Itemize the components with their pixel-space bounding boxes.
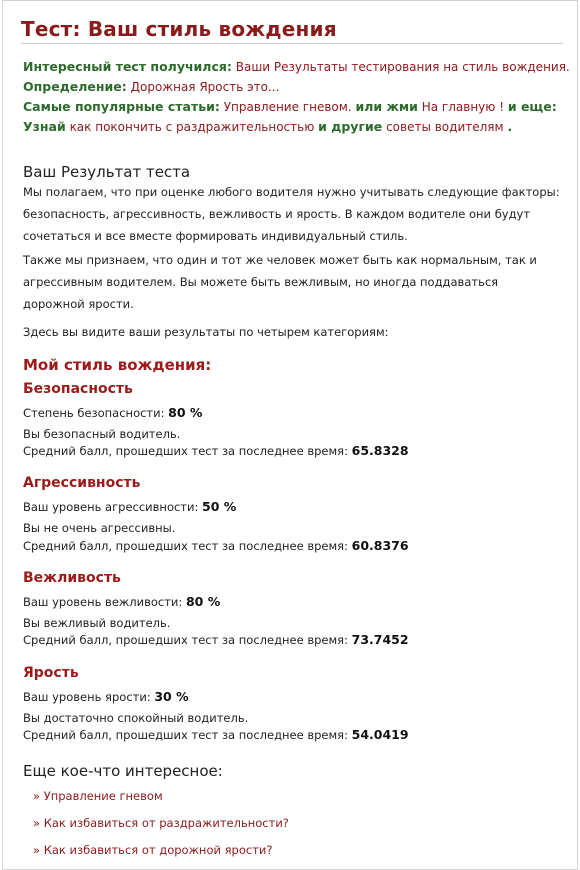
level-value: 50 % [202,499,237,514]
category-title: Безопасность [23,381,133,397]
level-label: Ваш уровень агрессивности: [23,500,199,514]
category-level [23,689,189,704]
intro-line-4 [23,117,570,137]
level-label: Ваш уровень ярости: [23,690,151,704]
average-label: Средний балл, прошедших тест за последнее время: [23,728,348,742]
category-verdict: Вы достаточно спокойный водитель. [23,711,249,725]
result-paragraph-1: Мы полагаем, что при оценке любого водителя нужно учитывать следующие факторы: безопасность, агрессивность, вежливость и ярость. В каждом водителе они будут сочетаться и все вместе формировать индивидуальный стиль. [23,185,560,243]
level-value: 30 % [154,689,189,704]
category-average [23,632,409,647]
category-title: Вежливость [23,570,121,586]
category-level [23,594,220,609]
result-paragraph-2: Также мы признаем, что один и тот же человек может быть как нормальным, так и агрессивным водителем. Вы можете быть вежливым, но иногда поддаваться дорожной ярости. [23,253,537,311]
category-verdict: Вы не очень агрессивны. [23,521,176,535]
page-title: Тест: Ваш стиль вождения [21,17,337,41]
average-label: Средний балл, прошедших тест за последнее время: [23,539,348,553]
level-label: Степень безопасности: [23,406,165,420]
style-heading: Мой стиль вождения: [23,356,212,374]
category-average [23,538,409,553]
category-title: Агрессивность [23,475,141,491]
or-click-text: или жми [355,99,418,114]
intro-label: Интересный тест получился: [23,59,232,74]
road-rage-link[interactable]: Дорожная Ярость это... [130,80,280,94]
results-link[interactable]: Ваши Результаты тестирования на стиль вождения. [235,60,570,74]
intro-line-2 [23,77,570,97]
page-frame [2,0,578,870]
average-value: 54.0419 [351,727,409,742]
level-value: 80 % [185,594,221,609]
more-link-road-rage[interactable]: » Как избавиться от дорожной ярости? [33,843,273,857]
category-verdict: Вы безопасный водитель. [23,427,181,441]
irritability-link[interactable]: как покончить с раздражительностью [69,120,315,134]
anger-management-link[interactable]: Управление гневом. [223,100,352,114]
level-label: Ваш уровень вежливости: [23,595,183,609]
average-label: Средний балл, прошедших тест за последнее время: [23,633,348,647]
category-level [23,405,202,420]
title-divider [21,43,563,44]
average-value: 60.8376 [351,538,409,553]
and-others-text: и другие [318,119,383,134]
category-level [23,499,236,514]
average-value: 73.7452 [351,632,409,647]
more-link-anger[interactable]: » Управление гневом [33,789,163,803]
result-paragraph-3: Здесь вы видите ваши результаты по четырем категориям: [23,325,389,339]
popular-label: Самые популярные статьи: [23,99,220,114]
category-verdict: Вы вежливый водитель. [23,616,171,630]
intro-line-3 [23,97,570,117]
category-average [23,727,409,742]
category-average [23,443,409,458]
intro-block [23,57,570,137]
intro-line-1 [23,57,570,77]
category-title: Ярость [23,665,79,681]
result-heading: Ваш Результат теста [23,163,191,181]
average-label: Средний балл, прошедших тест за последнее время: [23,444,348,458]
more-heading: Еще кое-что интересное: [23,762,223,780]
learn-label: Узнай [23,119,66,134]
average-value: 65.8328 [351,443,409,458]
driver-tips-link[interactable]: советы водителям [386,120,504,134]
more-link-irritability[interactable]: » Как избавиться от раздражительности? [33,816,289,830]
home-link[interactable]: На главную ! [421,100,504,114]
period-text: . [507,119,513,134]
definition-label: Определение: [23,79,127,94]
level-value: 80 % [168,405,203,420]
and-more-text: и еще: [507,99,557,114]
